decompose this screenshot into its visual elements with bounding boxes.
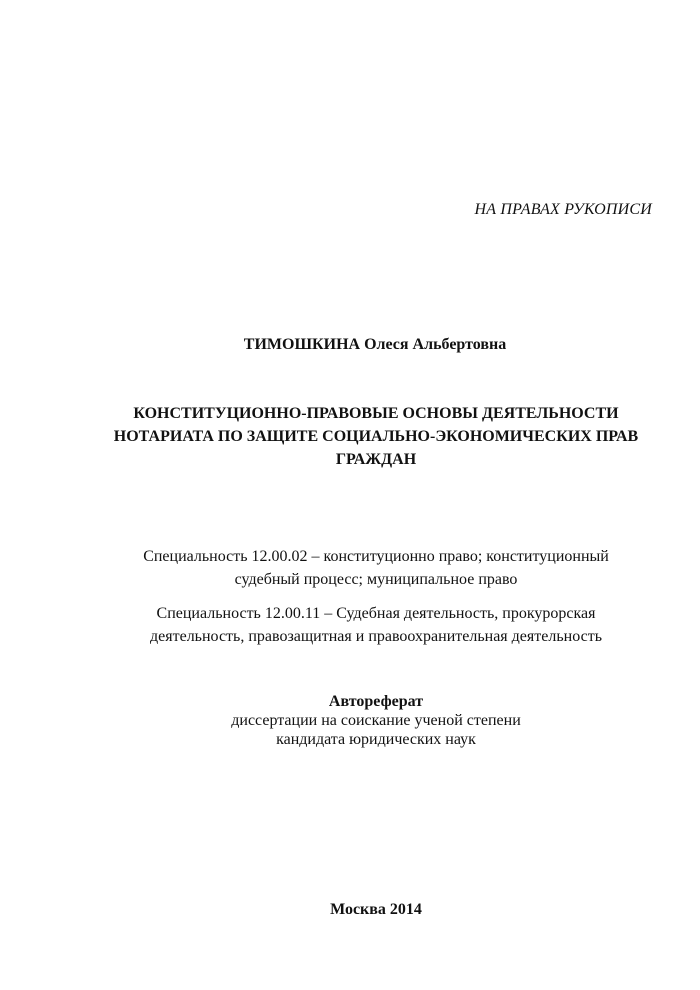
author-name: ТИМОШКИНА Олеся Альбертовна — [243, 336, 507, 353]
abstract-heading: Автореферат — [328, 693, 424, 710]
specialty-line: судебный процесс; муниципальное право — [234, 571, 518, 588]
title-line: ГРАЖДАН — [335, 451, 417, 468]
specialty-line: Специальность 12.00.02 – конституционно право; конституционный — [143, 548, 609, 565]
specialty-block — [80, 602, 672, 648]
title-line: КОНСТИТУЦИОННО-ПРАВОВЫЕ ОСНОВЫ ДЕЯТЕЛЬНОСТИ — [133, 405, 619, 422]
specialty-line: деятельность, правозащитная и правоохранительная деятельность — [150, 628, 602, 645]
dissertation-title — [80, 402, 672, 471]
specialty-block — [80, 545, 672, 591]
abstract-block — [80, 692, 672, 749]
city-year: Москва 2014 — [330, 901, 422, 918]
abstract-line: диссертации на соискание ученой степени — [231, 712, 521, 729]
title-line: НОТАРИАТА ПО ЗАЩИТЕ СОЦИАЛЬНО-ЭКОНОМИЧЕСКИХ ПРАВ — [113, 428, 639, 445]
abstract-line: кандидата юридических наук — [276, 731, 476, 748]
specialty-line: Специальность 12.00.11 – Судебная деятельность, прокурорская — [156, 605, 596, 622]
manuscript-rights-note: НА ПРАВАХ РУКОПИСИ — [474, 201, 652, 218]
